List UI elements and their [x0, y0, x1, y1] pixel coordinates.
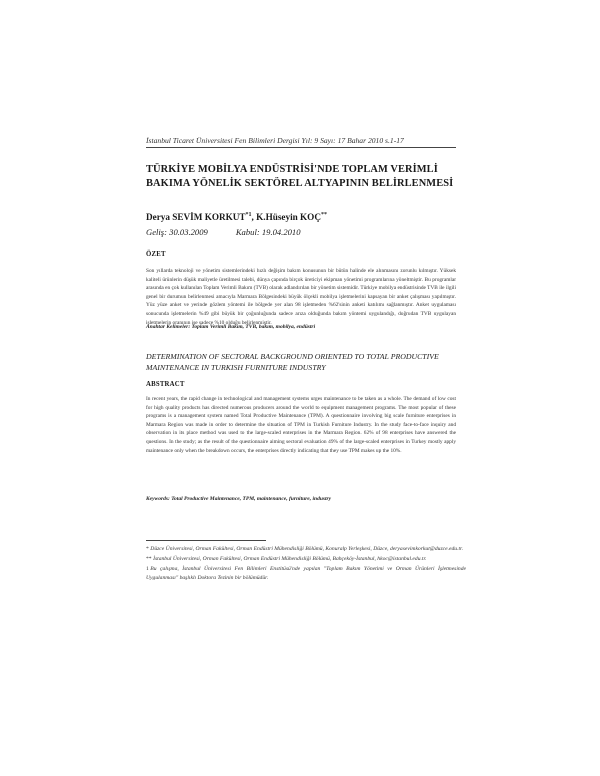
abstract-text: In recent years, the rapid change in technological and management systems urges maintenance to be taken as a whole. The demand of low cost for high quality products has directed numerous producers around the world to equipment management programs. The most popular of these programs is a management system named Total Productive Maintenance (TPM). A questionnaire involving big scale furniture enterprises in Marmara Region was made in order to determine the situation of TPM in Turkish Furniture Industry. In the study face-to-face inquiry and observation in its place method was used to the large-scaled enterprises in the Marmara Region. 62% of 98 enterprises have answered the questions. In the study; as the result of the questionnaire aiming sectoral evaluation 49% of the large-scaled enterprises in Turkey mostly apply maintenance only when the breakdown occurs, the enterprises directly indicating that they use TPM makes up the 10%.	[146, 396, 456, 454]
footnote-item	[146, 565, 466, 583]
accepted-date: Kabul: 19.04.2010	[235, 227, 301, 237]
journal-header: İstanbul Ticaret Üniversitesi Fen Bilimleri Dergisi Yıl: 9 Sayı: 17 Bahar 2010 s.1-17	[146, 136, 404, 145]
footnote-mark: **	[146, 555, 152, 562]
footnote-rule	[146, 540, 266, 541]
english-keywords: Keywords: Total Productive Maintenance, TPM, maintenance, furniture, industry	[146, 496, 332, 502]
title-english: DETERMINATION OF SECTORAL BACKGROUND ORIENTED TO TOTAL PRODUCTIVE MAINTENANCE IN TURKISH FURNITURE INDUSTRY	[146, 352, 439, 372]
abstract-heading: ABSTRACT	[146, 381, 185, 388]
ozet-text: Son yıllarda teknoloji ve yönetim sistemlerindeki hızlı değişim bakım konusunun bir bütün halinde ele alınmasını zorunlu kılmıştır. Yüksek kaliteli ürünlerin düşük maliyetle üretilmesi talebi, dünya çapında birçok üreticiyi ekipman yönetimi programlarına yöneltmiştir. Bu programlar arasında en çok kullanılan Toplam Verimli Bakım (TVB) olarak adlandırılan bir yönetim sistemidir. Türkiye mobilya endüstrisinde TVB ile ilgili genel bir durumun belirlenmesi amacıyla Marmara Bölgesindeki büyük ölçekli mobilya işletmelerini kapsayan bir anket çalışması yapılmıştır. Yüz yüze anket ve yerinde gözlem yöntemi ile bölgede yer alan 98 işletmeden %62'sinin anketi katılımı sağlanmıştır. Anket uygulaması sonucunda işletmelerin %49 gibi büyük bir çoğunluğunda sadece arıza olduğunda bakım yöntemi uygulandığı, doğrudan TVB uygulayan işletmelerin oranının ise sadece %10 olduğu belirlenmiştir.	[146, 268, 456, 326]
author-1-marker: *1	[245, 212, 252, 218]
footnote-item	[146, 545, 466, 554]
footnotes	[146, 545, 466, 584]
footnote-text: Bu çalışma, İstanbul Üniversitesi Fen Bilimleri Enstitüsü'nde yapılan "Toplam Bakım Yönetimi ve Orman Ürünleri İşletmesinde Uygulanması" başlıklı Doktora Tezinin bir bölümüdür.	[146, 565, 466, 581]
author-separator: ,	[251, 212, 257, 223]
turkish-keywords: Anahtar Kelimeler: Toplam Verimli Bakım, TVB, bakım, mobilya, endüstri	[146, 324, 316, 330]
received-date: Geliş: 30.03.2009	[146, 227, 208, 237]
title-turkish: TÜRKİYE MOBİLYA ENDÜSTRİSİ'NDE TOPLAM VERİMLİ BAKIMA YÖNELİK SEKTÖREL ALTYAPININ BELİRLENMESİ	[146, 164, 454, 190]
ozet-heading: ÖZET	[146, 251, 166, 258]
footnote-mark: *	[146, 546, 149, 552]
author-1: Derya SEVİM KORKUT	[146, 212, 246, 223]
footnote-text: İstanbul Üniversitesi, Orman Fakültesi, Orman Endüstri Mühendisliği Bölümü, Bahçeköy-İstanbul, hkoc@istanbul.edu.tr.	[153, 555, 427, 562]
footnote-mark: 1	[146, 565, 149, 572]
header-rule	[146, 147, 456, 148]
author-2-marker: **	[320, 212, 327, 218]
authors-line	[146, 212, 327, 222]
dates-line	[146, 227, 301, 237]
footnote-item	[146, 555, 466, 564]
footnote-text: Düzce Üniversitesi, Orman Fakültesi, Orman Endüstri Mühendisliği Bölümü, Konuralp Yerleşkesi, Düzce, deryasevimkorkut@duzce.edu.tr.	[150, 546, 464, 552]
author-2: K.Hüseyin KOÇ	[256, 212, 321, 223]
